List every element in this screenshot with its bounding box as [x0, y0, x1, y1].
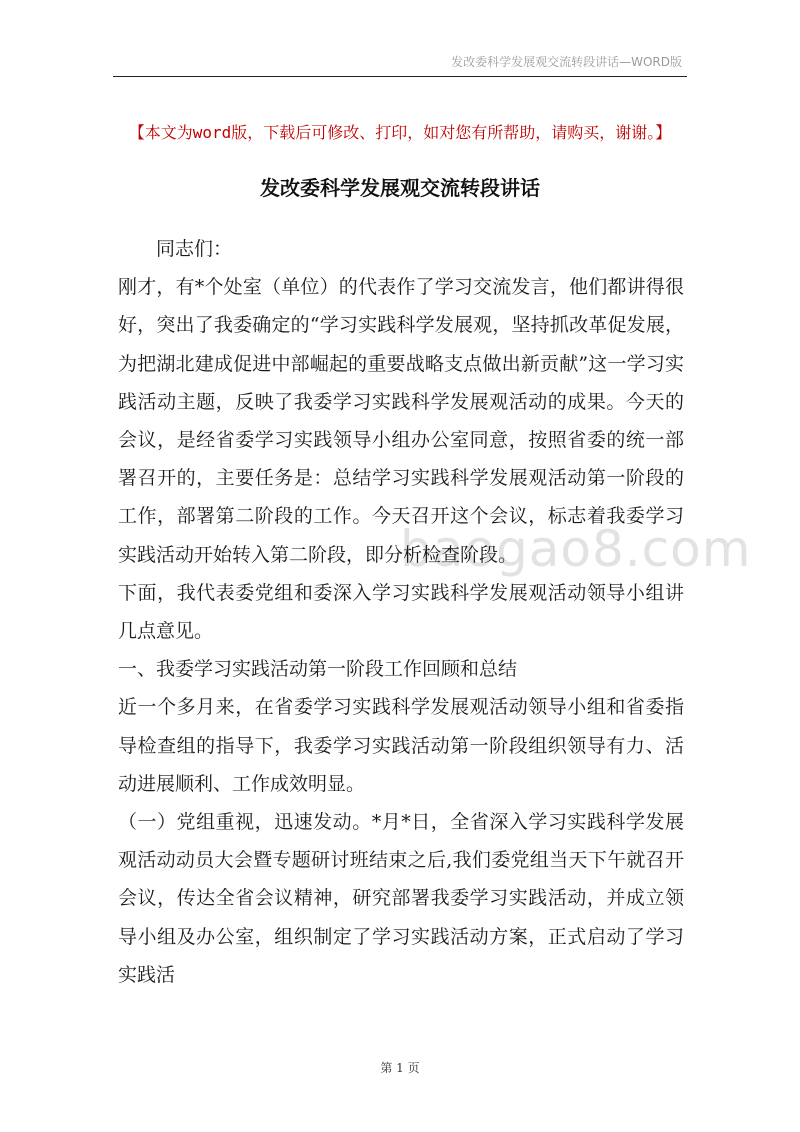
document-body [118, 230, 684, 994]
salutation-paragraph: 同志们： [156, 238, 233, 260]
page-header-title: 发改委科学发展观交流转段讲话—WORD版 [451, 55, 682, 69]
body-paragraph: 近一个多月来，在省委学习实践科学发展观活动领导小组和省委指导检查组的指导下，我委学习实践活动第一阶段组织领导有力、活动进展顺利、工作成效明显。 [118, 696, 684, 795]
document-title: 发改委科学发展观交流转段讲话 [260, 176, 540, 200]
watermark: baogao8.com [400, 520, 752, 578]
body-paragraph: （一）党组重视，迅速发动。*月*日，全省深入学习实践科学发展观活动动员大会暨专题研讨班结束之后,我们委党组当天下午就召开会议，传达全省会议精神，研究部署我委学习实践活动，并成立领导小组及办公室，组织制定了学习实践活动方案，正式启动了学习实践活 [118, 811, 684, 986]
section-heading: 一、我委学习实践活动第一阶段工作回顾和总结 [118, 658, 518, 681]
page-number: 第 1 页 [380, 1061, 420, 1075]
download-notice: 【本文为word版，下载后可修改、打印，如对您有所帮助，请购买，谢谢。】 [128, 123, 672, 142]
header-divider [113, 76, 687, 77]
body-paragraph: 下面，我代表委党组和委深入学习实践科学发展观活动领导小组讲几点意见。 [118, 581, 684, 643]
body-paragraph: 刚才，有*个处室（单位）的代表作了学习交流发言，他们都讲得很好，突出了我委确定的“学习实践科学发展观，坚持抓改革促发展，为把湖北建成促进中部崛起的重要战略支点做出新贡献”这一学习实践活动主题，反映了我委学习实践科学发展观活动的成果。今天的会议，是经省委学习实践领导小组办公室同意，按照省委的统一部署召开的，主要任务是：总结学习实践科学发展观活动第一阶段的工作，部署第二阶段的工作。今天召开这个会议，标志着我委学习实践活动开始转入第二阶段，即分析检查阶段。 [118, 276, 684, 566]
